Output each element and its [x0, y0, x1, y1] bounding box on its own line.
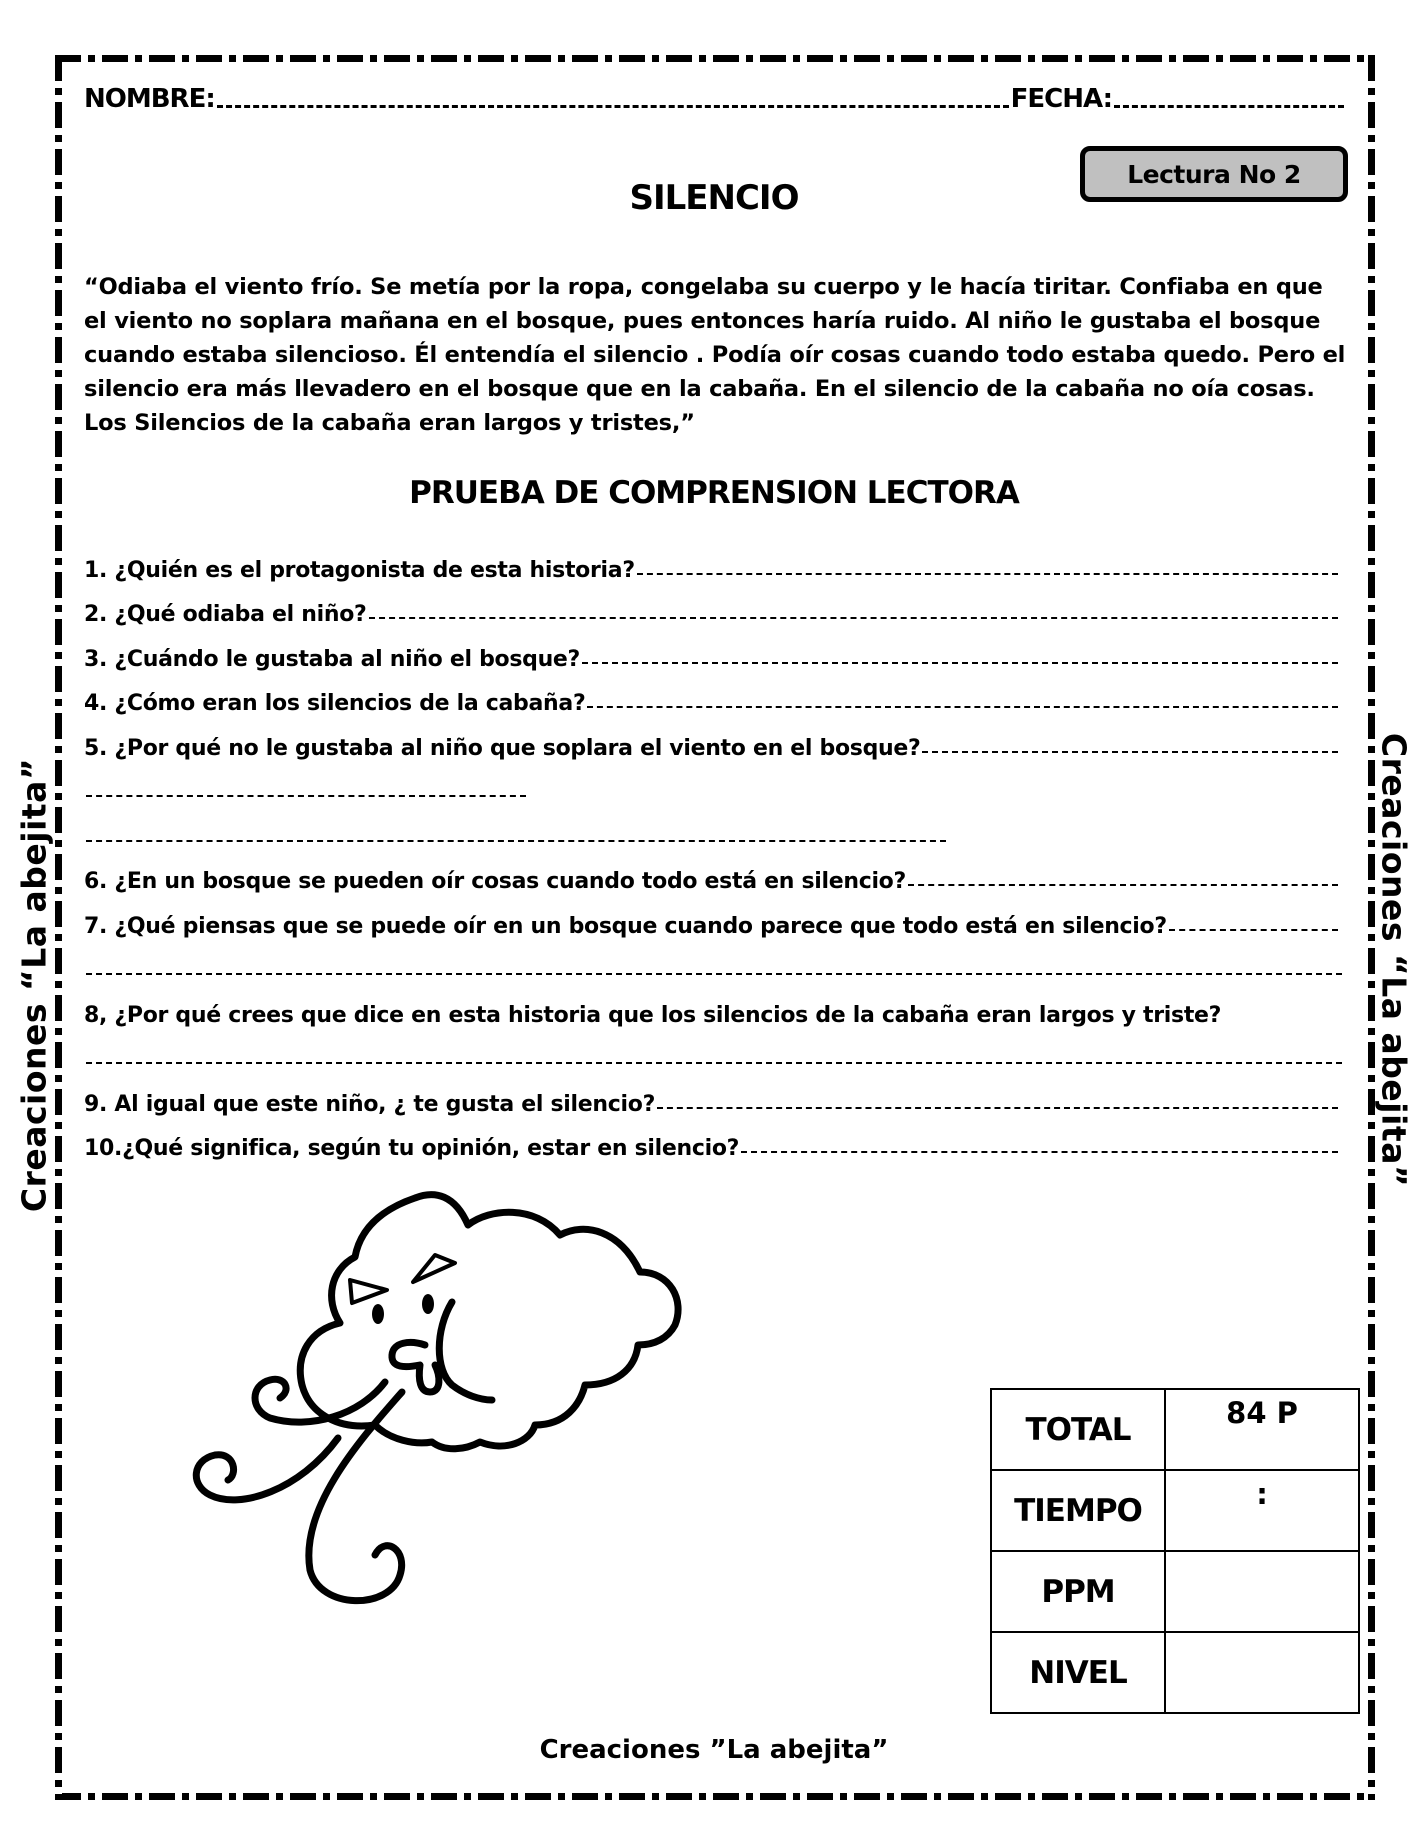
question-text: 4. ¿Cómo eran los silencios de la cabaña? [84, 691, 586, 716]
score-value-total[interactable]: 84 P [1165, 1389, 1359, 1470]
question-item [84, 538, 1340, 583]
story-text: “Odiaba el viento frío. Se metía por la ropa, congelaba su cuerpo y le hacía tiritar. Confiaba en que el viento no soplara mañana en el bosque, pues entonces haría ruido. Al niño le gustaba el bosque cuando estaba silencioso. Él entendía el silencio . Podía oír cosas cuando todo estaba quedo. Pero el silencio era más llevadero en el bosque que en la cabaña. En el silencio de la cabaña no oía cosas. Los Silencios de la cabaña eran largos y tristes,” [84, 274, 1346, 436]
question-text: 5. ¿Por qué no le gustaba al niño que soplara el viento en el bosque? [84, 735, 921, 761]
answer-field[interactable] [587, 706, 1338, 708]
score-row-time [991, 1470, 1359, 1551]
question-text: 9. Al igual que este niño, ¿ te gusta el silencio? [84, 1091, 656, 1117]
name-field[interactable] [217, 105, 1009, 108]
question-item [84, 894, 1340, 939]
answer-field[interactable] [86, 973, 1342, 975]
answer-field[interactable] [1169, 929, 1338, 931]
border-bottom [55, 1793, 1375, 1800]
side-watermark-right: Creaciones “La abejita” [1374, 732, 1414, 1188]
question-text: 1. ¿Quién es el protagonista de esta historia? [84, 557, 635, 583]
answer-field[interactable] [908, 884, 1338, 886]
answer-line [84, 805, 1340, 850]
answer-line [84, 761, 1340, 806]
score-row-total [991, 1389, 1359, 1470]
answer-field[interactable] [741, 1151, 1338, 1153]
score-table [990, 1388, 1360, 1714]
score-value-level[interactable] [1165, 1632, 1359, 1713]
question-item [84, 583, 1340, 628]
right-eyebrow [413, 1255, 455, 1282]
reading-number-badge: Lectura No 2 [1080, 146, 1348, 202]
story-title: SILENCIO [629, 178, 799, 218]
answer-field[interactable] [86, 840, 946, 842]
border-top [55, 55, 1375, 62]
left-eyebrow [350, 1280, 387, 1303]
question-text: 3. ¿Cuándo le gustaba al niño el bosque? [84, 646, 581, 672]
answer-field[interactable] [86, 1062, 1342, 1064]
date-label: FECHA: [1010, 84, 1112, 114]
answer-field[interactable] [637, 573, 1338, 575]
score-label: TOTAL [991, 1389, 1165, 1470]
question-item [84, 983, 1340, 1028]
header-fields [84, 84, 1346, 114]
question-item [84, 716, 1340, 761]
score-row-level [991, 1632, 1359, 1713]
answer-line [84, 939, 1340, 984]
question-text: 10.¿Qué significa, según tu opinión, estar en silencio? [84, 1136, 740, 1161]
left-eye [372, 1304, 384, 1324]
question-text: 7. ¿Qué piensas que se puede oír en un bosque cuando parece que todo está en silencio? [84, 913, 1167, 939]
score-label: PPM [991, 1551, 1165, 1632]
answer-field[interactable] [657, 1107, 1338, 1109]
footer-credit: Creaciones ”La abejita” [539, 1735, 889, 1765]
question-text: 8, ¿Por qué crees que dice en esta historia que los silencios de la cabaña eran largos y triste? [84, 1002, 1222, 1028]
question-text: 2. ¿Qué odiaba el niño? [84, 602, 367, 627]
wind-swirl-middle [196, 1438, 338, 1500]
question-list [84, 538, 1340, 1161]
cloud-outline [300, 1195, 678, 1449]
question-item [84, 1072, 1340, 1117]
question-item [84, 672, 1340, 717]
score-value-time[interactable]: : [1165, 1470, 1359, 1551]
answer-field[interactable] [369, 617, 1339, 619]
date-field[interactable] [1114, 105, 1344, 108]
wind-cloud-icon [180, 1180, 700, 1620]
question-item [84, 850, 1340, 895]
right-eye [422, 1294, 434, 1314]
answer-field[interactable] [582, 662, 1338, 664]
question-item [84, 1117, 1340, 1162]
question-text: 6. ¿En un bosque se pueden oír cosas cuando todo está en silencio? [84, 869, 906, 894]
answer-field[interactable] [86, 795, 526, 797]
answer-field[interactable] [922, 751, 1338, 753]
score-label: TIEMPO [991, 1470, 1165, 1551]
score-value-ppm[interactable] [1165, 1551, 1359, 1632]
border-left [55, 55, 62, 1800]
cheek-line [439, 1302, 492, 1400]
answer-line [84, 1028, 1340, 1073]
quiz-title: PRUEBA DE COMPRENSION LECTORA [409, 475, 1019, 511]
score-row-ppm [991, 1551, 1359, 1632]
name-label: NOMBRE: [84, 84, 215, 114]
score-label: NIVEL [991, 1632, 1165, 1713]
mouth [392, 1342, 439, 1392]
side-watermark-left: Creaciones “La abejita” [14, 757, 54, 1213]
question-item [84, 627, 1340, 672]
